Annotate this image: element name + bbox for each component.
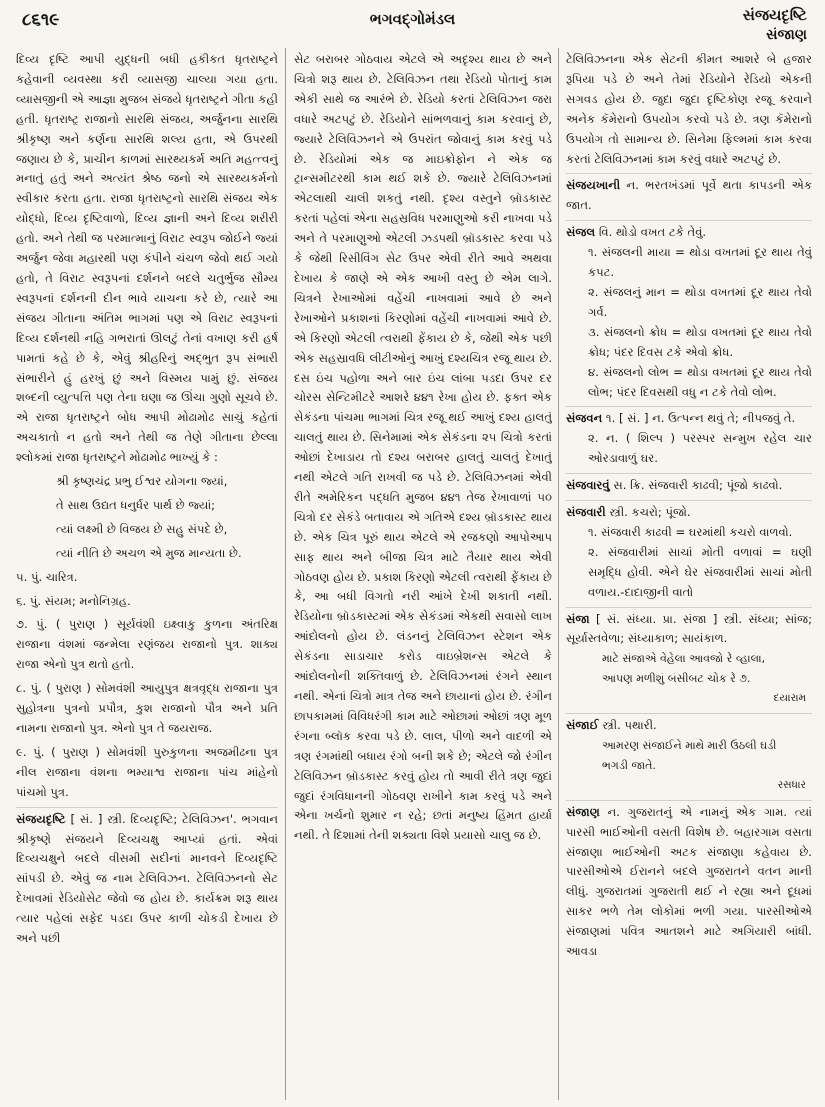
entry-text: સ. ક્રિ. સંજવારી કાઢવી; પૂંજો કાઢવો. xyxy=(613,478,783,493)
dictionary-entry xyxy=(16,807,278,949)
text-column-3 xyxy=(566,50,812,1102)
text-column-1 xyxy=(16,50,278,1102)
dictionary-entry xyxy=(566,500,812,603)
entry-headword: સંજાઈ xyxy=(566,718,599,733)
entry-text: ન. ગુજરાતનું એ નામનું એક ગામ. ત્યાં પારસી ભાઈઓની વસતી વિશેષ છે. બહારગામ વસતા સંજાણા ભાઈઓની અટક સંજાણા કહેવાય છે. પારસીઓએ ઈરાનને બદલે ગુજરાતને વતન માની લીધું. ગુજરાતમાં ગુજરાતી થઈ ને રહ્યા અને દૂધમાં સાકર ભળે તેમ લોકોમાં ભળી ગયા. પારસીઓએ સંજાણમાં પવિત્ર આતશને માટે અગિયારી બાંધી. આવડા xyxy=(566,804,812,959)
entry-headword: સંજયખાની xyxy=(566,178,621,193)
sense-5: ૫. પું. ચારિત્ર. xyxy=(16,569,78,584)
sense-7: ૭. પું. ( પુરાણ ) સૂર્યવંશી ઇક્ષ્વાકુ કુળના અંતરિક્ષ રાજાના વંશમાં જન્મેલા રણંજય રાજાનો પુત્ર. શાક્ય રાજા એનો પુત્ર થતો હતો. xyxy=(16,617,278,672)
sense-1: ૧. [ સં. ] ન. ઉત્પન્ન થવું તે; નીપજવું તે. xyxy=(605,411,796,426)
sense-4: ૪. સંજલનો લોભ = થોડા વખતમાં દૂર થાય તેવો લોભ; પંદર દિવસથી વધુ ન ટકે તેવો લોભ. xyxy=(588,364,812,399)
column-divider xyxy=(558,48,559,1100)
quotation-line: આમરણ સંજાઈને માથે મારી ઉઠલી ઘડી xyxy=(602,739,777,752)
quotation-line: આપણ મળીશું બંસીબટ ચોક રે ૭. xyxy=(602,672,751,686)
guide-word-first: સંજયદૃષ્ટિ xyxy=(742,6,807,24)
entry-text: [ સં. ] સ્ત્રી. દિવ્યદૃષ્ટિ; ટેલિવિઝન'. ભગવાન શ્રીકૃષ્ણે સંજયને દિવ્યચક્ષુ આપ્યાં હતાં. એવાં દિવ્યચક્ષુને બદલે વીસમી સદીનાં માનવને દિવ્યદૃષ્ટિ સાંપડી છે. એવું જ નામ ટેલિવિઝન. ટેલિવિઝનનો સેટ દેખાવમાં રેડિયોસેટ જેવો જ હોય છે. કાર્યક્રમ શરૂ થાય ત્યાર પહેલાં સફેદ પડદા ઉપર કાળી ચોકડી દેખાય છે અને પછી xyxy=(16,811,278,946)
dictionary-entry xyxy=(566,607,812,710)
quotation-line: ભગડી જાતે. xyxy=(602,758,656,772)
sense-3: ૩. સંજલનો ક્રોધ = થોડા વખતમાં દૂર થાય તેવો ક્રોધ; પંદર દિવસ ટકે એવો ક્રોધ. xyxy=(588,324,812,359)
page-header xyxy=(0,0,825,48)
entry-text: ન. ભરતખંડમાં પૂર્વે થતા કાપડની એક જાત. xyxy=(566,178,812,213)
verse-line: ત્યાં નીતિ છે અચળ એ મુજ માન્યતા છે. xyxy=(56,545,242,560)
column-divider xyxy=(285,48,286,1100)
paragraph: સેટ બરાબર ગોઠવાય એટલે એ અદૃશ્ય થાય છે અને ચિત્રો શરૂ થાય છે. ટેલિવિઝન તથા રેડિયો પોતાનું કામ એકી સાથે જ આરંભે છે. રેડિયો કરતાં ટેલિવિઝન જરા વધારે અટપટું છે. રેડિયોને સાંભળવાનું કામ કરવાનું છે, જ્યારે ટેલિવિઝનને એ ઉપરાંત જોવાનું કામ કરવું પડે છે. રેડિયોમાં એક જ માઇક્રોફોન ને એક જ ટ્રાન્સમીટરથી કામ થઈ શકે છે. જ્યારે ટેલિવિઝનમાં એટલાથી ચાલી શકતું નથી. દૃશ્ય વસ્તુને બ્રૉડકાસ્ટ કરતાં પહેલાં એના સહસ્રવિધ પરમાણુઓ કરી નાખવા પડે અને તે પરમાણુઓ એટલી ઝડપથી બ્રૉડકાસ્ટ કરવા પડે કે જેથી રિસીવિંગ સેટ ઉપર એવી રીતે આવે અથવા દેખાય કે જાણે એ એક આખી વસ્તુ છે એમ લાગે. ચિત્રને રેખાઓમાં વહેંચી નાખવામાં આવે છે અને રેખાઓને પ્રકાશનાં કિરણોમાં વહેંચી નાખવામાં આવે છે. એ કિરણો એટલી ત્વરાથી ફેંકાય છે કે, જેથી એક પછી એક સહસ્રાવધિ લીટીઓનું આખું દશ્યચિત્ર રજૂ થાય છે. દસ ઇંચ પહોળા અને બાર ઇંચ લાંબા પડદા ઉપર દર ચોરસ સેન્ટિમીટરે આશરે ૪૪૧ રેખા હોય છે. ફક્ત એક સેકંડના પાંચમા ભાગમાં ચિત્ર રજૂ થઈ આખું દશ્ય હાલતું ચાલતું થાય છે. સિનેમામાં એક સેકંડના ૨૫ ચિત્રો કરતાં ઓછાં દેખાડાય તો દશ્ય બરાબર હાલતું ચાલતું દેખાતું નથી એટલે ગતિ રાખવી જ પડે છે. ટેલિવિઝનમાં એવી રીતે અમેરિકન પદ્ધતિ મુજબ ૪૪૧ તેજ રેખાવાળાં ૫૦ ચિત્રો દર સેકંડે બતાવાય એ ગતિએ દશ્ય બ્રૉડકાસ્ટ થાય છે. એક ચિત્ર પૂરું થાય એટલે એ રજકણો આપોઆપ સાફ થાય અને બીજા ચિત્ર માટે તૈયાર થાય એવી ગોઠવણ હોય છે. પ્રકાશ કિરણો એટલી ત્વરાથી ફેંકાય છે કે, આ બધી વિગતો નરી આંખે દેખી શકાતી નથી. રેડિયોના બ્રૉડકાસ્ટમાં એક સેકંડમાં એકથી સવાસો લાખ આંદોલનો હોય છે. લંડનનું ટેલિવિઝન સ્ટેશન એક સેકંડના સાડાચાર કરોડ વાઇબ્રેશન્સ એટલે કે આંદોલનોની શક્તિવાળું છે. ટેલિવિઝનમાં રંગને સ્થાન નથી. એનાં ચિત્રો માત્ર તેજ અને છાયાનાં હોય છે. રંગીન છાપકામમાં વિવિધરંગી કામ માટે ઓછામાં ઓછાં ત્રણ મૂળ રંગના બ્લૉક કરવા પડે છે. લાલ, પીળો અને વાદળી એ ત્રણ રંગમાંથી બધાય રંગો બની શકે છે; એટલે જો રંગીન ટેલિવિઝન બ્રૉડકાસ્ટ કરવું હોય તો આવી રીતે ત્રણ જુદાં જુદાં રંગવિધાનની ગોઠવણ રાખીને કામ કરવું પડે અને એના ખર્ચનો શુમાર ન રહે; છતાં મનુષ્ય હિંમત હાર્યા નથી. તે દિશામાં તેની શક્યતા વિશે પ્રયાસો ચાલુ જ છે. xyxy=(294,52,552,843)
sense-6: ૬. પું. સંયમ; મનોનિગ્રહ. xyxy=(16,593,131,608)
sense-1: ૧. સંજલની માયા = થોડા વખતમાં દૂર થાય તેવું કપટ. xyxy=(588,245,812,280)
sense-1: ૧. સંજવારી કાઢવી = ઘરમાંથી કચરો વાળવો. xyxy=(588,524,793,539)
entry-headword: સંજવારી xyxy=(566,505,606,520)
sense-2: ૨. સંજવારીમાં સાચાં મોતી વળાવાં = ઘણી સમૃદ્ધિ હોવી. એને ઘેર સંજવારીમાં સાચાં મોતી વળાય.-દાદાજીની વાતો xyxy=(588,544,812,599)
entry-headword: સંજલ xyxy=(566,225,596,240)
dictionary-title: ભગવદ્ગોમંડલ xyxy=(369,10,456,28)
quotation-source: દયારામ xyxy=(773,692,806,705)
entry-headword: સંજાણ xyxy=(566,804,600,819)
page-number: ૮૬૧૯ xyxy=(22,10,60,30)
dictionary-entry xyxy=(566,406,812,469)
paragraph: દિવ્ય દૃષ્ટિ આપી યુદ્ધની બધી હકીકત ધૃતરાષ્ટ્રને કહેવાની વ્યવસ્થા કરી વ્યાસજી ચાલ્યા ગયા હતા. વ્યાસજીની એ આજ્ઞા મુજબ સંજયે ધૃતરાષ્ટ્રને ગીતા કહી હતી. ધૃતરાષ્ટ્ર રાજાનો સારથિ સંજય, અર્જુનના સારથિ શ્રીકૃષ્ણ અને કર્ણના સારથિ શલ્ય હતા, એ ઉપરથી જણાય છે કે, પ્રાચીન કાળમાં સારથ્યકર્મ અતિ મહત્ત્વનું મનાતું હતું અને અત્યંત શ્રેષ્ઠ જનો એ સારથ્યકર્મનો સ્વીકાર કરતા હતા. રાજા ધૃતરાષ્ટ્રનો સારથિ સંજય એક યોદ્ધો, દિવ્ય દૃષ્ટિવાળો, દિવ્ય જ્ઞાની અને દિવ્ય શરીરી હતો. અને તેથી જ પરમાત્માનું વિરાટ સ્વરૂપ જોઈને જ્યાં અર્જુન જેવા મહારથી પણ કંપીને ચંચળ જેવો થઈ ગયો હતો, તે વિરાટ સ્વરૂપનાં દર્શનને બદલે ચતુર્ભુજ સૌમ્ય સ્વરૂપનાં દર્શનની દીન ભાવે યાચના કરે છે, ત્યારે આ સંજય ગીતાના અંતિમ ભાગમાં પણ એ વિરાટ સ્વરૂપનાં દિવ્ય દર્શનથી નહિ ગભરાતાં ઊલટું તેનાં વખાણ કરી હર્ષ પામતાં કહે છે કે, એવું શ્રીહરિનું અદ્ભુત રૂપ સંભારી સંભારીને હું હરખું છું અને વિસ્મય પામું છું. સંજય શબ્દની વ્યુત્પત્તિ પણ તેના ઘણા જ ઊંચા ગુણો સૂચવે છે. એ રાજા ધૃતરાષ્ટ્રને બોધ આપી મોઢામોઢ સાચું કહેતાં અચકાતો ન હતો અને તેથી જ તેણે ગીતાના છેલ્લા શ્લોકમાં રાજા ધૃતરાષ્ટ્રને મોઢામોઢ ભાખ્યું કે : xyxy=(16,52,278,465)
entry-headword: સંજયદૃષ્ટિ xyxy=(16,811,66,826)
sense-2: ૨. ન. ( શિલ્પ ) પરસ્પર સન્મુખ રહેલ ચાર ઓરડાવાળું ઘર. xyxy=(588,431,812,466)
dictionary-entry xyxy=(566,220,812,402)
entry-headword: સંજા xyxy=(566,611,590,626)
verse-line: શ્રી કૃષ્ણચંદ્ર પ્રભુ ઈશ્વર યોગના જ્યાં, xyxy=(56,474,228,489)
entry-text: [ સં. સંધ્યા. પ્રા. સંજા ] સ્ત્રી. સંધ્યા; સાંજ; સૂર્યાસ્તવેળા; સંધ્યાકાળ; સાયંકાળ. xyxy=(566,611,812,646)
quotation-source: રસધાર xyxy=(777,778,806,791)
entry-text: સ્ત્રી. કચરો; પૂંજો. xyxy=(609,505,691,520)
entry-headword: સંજવન xyxy=(566,411,603,426)
paragraph: ટેલિવિઝનના એક સેટની કીમત આશરે બે હજાર રૂપિયા પડે છે અને તેમાં રેડિયોને રેડિયો એકની સગવડ હોય છે. જુદા જુદા દૃષ્ટિકોણ રજૂ કરવાને અનેક કૅમેરાનો ઉપયોગ કરવો પડે છે. ત્રણ કૅમેરાનો ઉપયોગ તો સામાન્ય છે. સિનેમા ફિલ્મમાં કામ કરવા કરતાં ટેલિવિઝનમાં કામ કરવું વધારે અટપટું છે. xyxy=(566,52,812,166)
sense-9: ૯. પું. ( પુરાણ ) સોમવંશી પુરુકુળના અજમીઢના પુત્ર નીલ રાજાના વંશના ભમ્યાશ્વ રાજાના પાંચ માંહેનો પાંચમો પુત્ર. xyxy=(16,744,278,799)
entry-text: વિ. થોડો વખત ટકે તેવું. xyxy=(598,225,707,240)
dictionary-entry xyxy=(566,713,812,796)
sense-8: ૮. પું. ( પુરાણ ) સોમવંશી આયુપુત્ર ક્ષત્રવૃદ્ધ રાજાના પુત્ર સુહોત્રના પુત્રનો પ્રપૌત્ર, કુશ રાજાનો પૌત્ર અને પ્રતિ નામના રાજાનો પુત્ર. એનો પુત્ર તે જયરાજ. xyxy=(16,681,278,735)
verse-line: તે સાથ ઉદ્યત ધનુર્ધર પાર્થ છે જ્યાં; xyxy=(56,497,216,512)
text-column-2 xyxy=(294,50,552,1102)
sense-2: ૨. સંજલનું માન = થોડા વખતમાં દૂર થાય તેવો ગર્વ. xyxy=(588,284,812,319)
dictionary-entry xyxy=(566,473,812,496)
dictionary-entry xyxy=(566,173,812,216)
quotation-line: માટે સંજાએ વેહેલા આવજો રે વ્હાલા, xyxy=(602,652,766,666)
entry-headword: સંજવારવું xyxy=(566,478,610,493)
verse-line: ત્યાં લક્ષ્મી છે વિજય છે સહુ સંપદે છે, xyxy=(56,521,228,536)
guide-word-last: સંજાણ xyxy=(766,27,807,43)
entry-text: સ્ત્રી. પથારી. xyxy=(602,718,657,733)
dictionary-entry xyxy=(566,800,812,962)
